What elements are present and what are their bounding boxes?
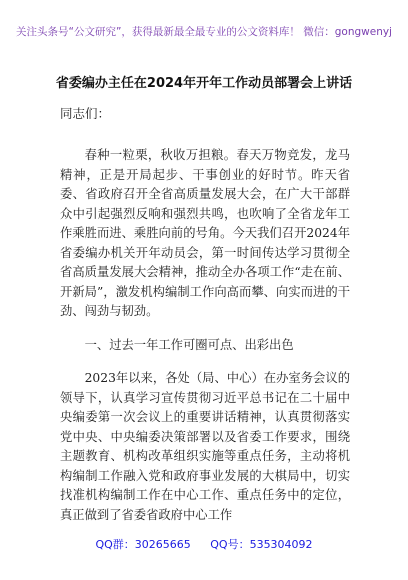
paragraph: 2023年以来，各处（局、中心）在办室务会议的领导下，认真学习宣传贯彻习近平总书记在二十届中央编委第一次会议上的重要讲话精神，认真贯彻落实党中央、中央编委决策部署以及省委工作要求，围绕主题教育、机构改革组织实施等重点任务，主动将机构编制工作融入党和政府事业发展的大棋局中，切实找准机构编制工作在中心工作、重点任务中的定位，真正做到了省委省政府中心工作 [60, 371, 350, 522]
qq-number-text: QQ号：535304092 [210, 538, 313, 551]
document-body [60, 146, 350, 539]
qq-group-text: QQ群：30265665 [95, 538, 191, 551]
section-heading: 一、过去一年工作可圈可点、出彩出色 [84, 337, 294, 352]
salutation: 同志们： [60, 106, 111, 121]
document-title: 省委编办主任在2024年开年工作动员部署会上讲话 [55, 76, 353, 91]
paragraph: 春种一粒栗，秋收万担粮。春天万物竞发，龙马精神，正是开局起步、干事创业的好时节。昨天省委、省政府召开全省高质量发展大会，在广大干部群众中引起强烈反响和强烈共鸣，也吹响了全省龙年工作乘胜而进、乘胜向前的号角。今天我们召开2024年省委编办机关开年动员会，第一时间传达学习贯彻全省高质量发展大会精神，推动全办各项工作“走在前、开新局”，激发机构编制工作向高而攀、向实而进的干劲、闯劲与韧劲。 [60, 148, 350, 318]
header-banner: 关注头条号“公文研究”，获得最新最全最专业的公文资料库！ 微信：gongwenyj [16, 26, 392, 38]
footer-contact [0, 536, 408, 552]
